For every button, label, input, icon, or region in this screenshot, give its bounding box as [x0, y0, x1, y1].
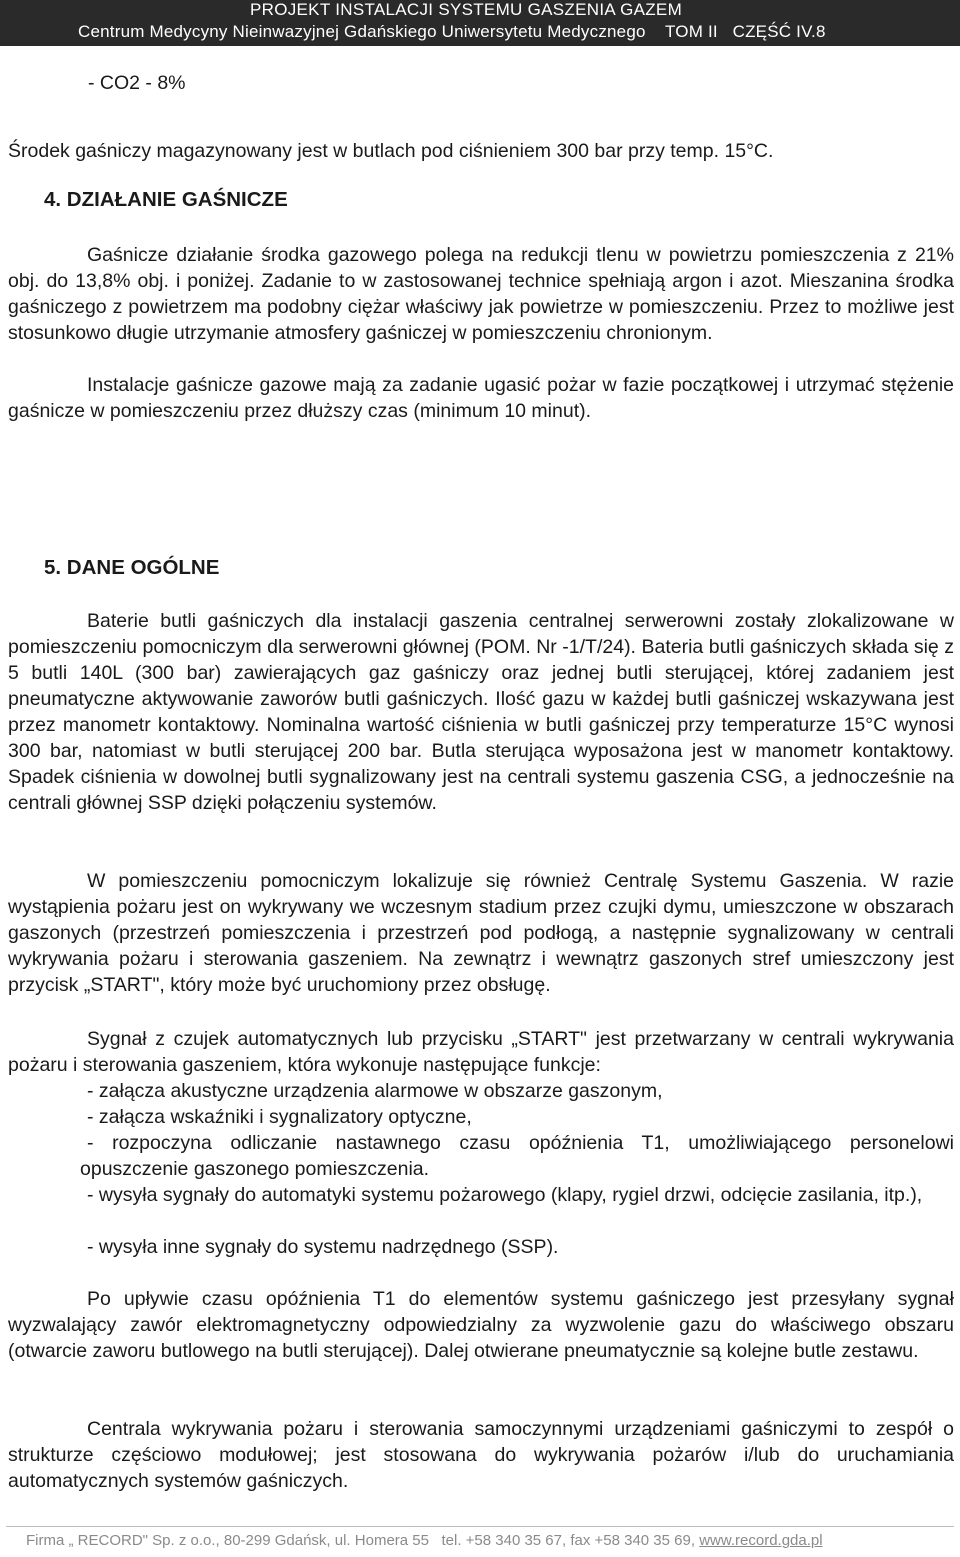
paragraph-storage: Środek gaśniczy magazynowany jest w butlach pod ciśnieniem 300 bar przy temp. 15°C.: [8, 140, 774, 162]
section-heading-4: 4. DZIAŁANIE GAŚNICZE: [44, 188, 288, 211]
paragraph-section5-1: Baterie butli gaśniczych dla instalacji gaszenia centralnej serwerowni zostały zlokalizowane w pomieszczeniu pomocniczym dla serwerowni głównej (POM. Nr -1/T/24). Bateria butli gaśniczych składa się z 5 butli 140L (300 bar) zawierających gaz gaśniczy oraz jednej butli sterującej, której zadaniem jest pneumatyczne aktywowanie zaworów butli gaśniczych. Ilość gazu w każdej butli gaśniczej wskazywana jest przez manometr kontaktowy. Nominalna wartość ciśnienia w butli gaśniczej przy temperaturze 15°C wynosi 300 bar, natomiast w butli sterującej 200 bar. Butla sterująca wyposażona jest w manometr kontaktowy. Spadek ciśnienia w dowolnej butli sygnalizowany jest na centrali systemu gaszenia CSG, a jednocześnie na centrali głównej SSP dzięki połączeniu systemów.: [8, 610, 954, 814]
list-item: - załącza akustyczne urządzenia alarmowe w obszarze gaszonym,: [87, 1080, 663, 1102]
paragraph-section5-5: Centrala wykrywania pożaru i sterowania samoczynnymi urządzeniami gaśniczymi to zespół o strukturze częściowo modułowej; jest stosowana do wykrywania pożarów i/lub do uruchamiania automatycznych systemów gaśniczych.: [8, 1418, 954, 1492]
paragraph-section5-2: W pomieszczeniu pomocniczym lokalizuje się również Centralę Systemu Gaszenia. W razie wystąpienia pożaru jest on wykrywany we wczesnym stadium przez czujki dymu, umieszczone w obszarach gaszonych (przestrzeń pomieszczenia i przestrzeń pod podłogą, a następnie sygnalizowany w centrali wykrywania pożaru i sterowania gaszeniem. Na zewnątrz i wewnątrz gaszonych stref umieszczony jest przycisk „START", który może być uruchomiony przez obsługę.: [8, 870, 954, 996]
paragraph-section4-1: Gaśnicze działanie środka gazowego polega na redukcji tlenu w powietrzu pomieszczenia z 21% obj. do 13,8% obj. i poniżej. Zadanie to w zastosowanej technice spełniają argon i azot. Mieszanina środka gaśniczego z powietrzem ma podobny ciężar właściwy jak powietrze w pomieszczeniu. Przez to możliwe jest stosunkowo długie utrzymanie atmosfery gaśniczej w pomieszczeniu chronionym.: [8, 244, 954, 344]
list-item: - rozpoczyna odliczanie nastawnego czasu opóźnienia T1, umożliwiającego personelowi opuszczenie gaszonego pomieszczenia.: [80, 1132, 954, 1180]
paragraph-section5-3: Sygnał z czujek automatycznych lub przycisku „START" jest przetwarzany w centrali wykrywania pożaru i sterowania gaszeniem, która wykonuje następujące funkcje:: [8, 1028, 954, 1076]
paragraph-co2: - CO2 - 8%: [88, 72, 186, 94]
list-item: - załącza wskaźniki i sygnalizatory optyczne,: [87, 1106, 472, 1128]
section-heading-5: 5. DANE OGÓLNE: [44, 556, 220, 579]
footer-text: Firma „ RECORD" Sp. z o.o., 80-299 Gdańsk, ul. Homera 55 tel. +58 340 35 67, fax +58 340 35 69,: [26, 1532, 700, 1549]
list-item: - wysyła sygnały do automatyki systemu pożarowego (klapy, rygiel drzwi, odcięcie zasilania, itp.),: [87, 1184, 923, 1206]
header-title: PROJEKT INSTALACJI SYSTEMU GASZENIA GAZEM: [250, 0, 683, 19]
list-item: - wysyła inne sygnały do systemu nadrzędnego (SSP).: [87, 1236, 559, 1258]
page-header: [0, 0, 960, 46]
paragraph-section4-2: Instalacje gaśnicze gazowe mają za zadanie ugasić pożar w fazie początkowej i utrzymać stężenie gaśnicze w pomieszczeniu przez dłuższy czas (minimum 10 minut).: [8, 374, 954, 422]
footer-divider: [6, 1526, 954, 1527]
header-subtitle: Centrum Medycyny Nieinwazyjnej Gdańskiego Uniwersytetu Medycznego TOM II CZĘŚĆ IV.8: [78, 22, 826, 41]
page-footer: [26, 1532, 823, 1549]
paragraph-section5-4: Po upływie czasu opóźnienia T1 do elementów systemu gaśniczego jest przesyłany sygnał wyzwalający zawór elektromagnetyczny odpowiedzialny za wyzwolenie gazu do właściwego obszaru (otwarcie zaworu butlowego na butli sterującej). Dalej otwierane pneumatycznie są kolejne butle zestawu.: [8, 1288, 954, 1362]
footer-website-link[interactable]: www.record.gda.pl: [699, 1532, 823, 1549]
